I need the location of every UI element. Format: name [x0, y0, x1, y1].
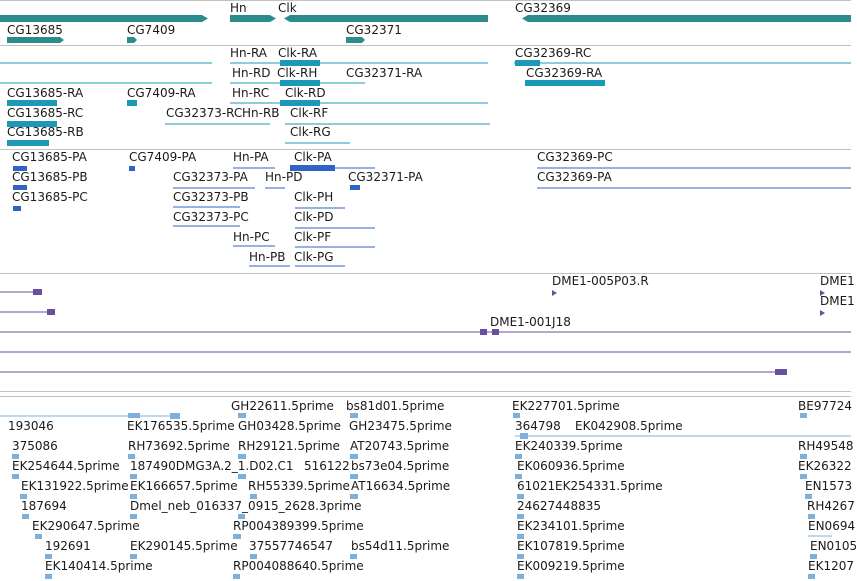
- hn-gene-bar[interactable]: [0, 15, 208, 22]
- read-label[interactable]: EK107819.5prime: [517, 539, 625, 553]
- protein-label[interactable]: CG13685-PA: [12, 150, 87, 164]
- read-label[interactable]: GH03428.5prime: [238, 419, 341, 433]
- protein-label[interactable]: Hn-PB: [249, 250, 286, 264]
- read-label[interactable]: EK290647.5prime: [32, 519, 140, 533]
- read-track[interactable]: [0, 413, 851, 579]
- protein-track[interactable]: [13, 165, 851, 266]
- read-label[interactable]: Dmel_neb_016337_0915_2628.3prime: [130, 499, 362, 513]
- read-label[interactable]: 61021: [517, 479, 556, 493]
- read-label[interactable]: EK140414.5prime: [45, 559, 153, 573]
- read-label[interactable]: 516122: [304, 459, 350, 473]
- cg7409-gene-bar[interactable]: [127, 37, 137, 43]
- read-label[interactable]: EN0694: [808, 519, 856, 533]
- hn-gene-bar-2[interactable]: [230, 15, 276, 22]
- read-label[interactable]: EK227701.5prime: [512, 399, 620, 413]
- gene-label[interactable]: CG7409: [127, 23, 176, 37]
- gene-label[interactable]: Clk: [278, 1, 297, 15]
- read-label[interactable]: RH49548: [798, 439, 854, 453]
- protein-label[interactable]: Clk-PG: [294, 250, 334, 264]
- track-separator: [0, 0, 851, 1]
- read-label[interactable]: RH55339.5prime: [248, 479, 350, 493]
- read-label[interactable]: bs54d11.5prime: [351, 539, 450, 553]
- protein-label[interactable]: CG32369-PA: [537, 170, 612, 184]
- read-label[interactable]: 187490DMG3A.2_1.D02.C1: [130, 459, 294, 473]
- read-label[interactable]: bs81d01.5prime: [346, 399, 445, 413]
- read-label[interactable]: EK26322: [798, 459, 852, 473]
- transcript-label[interactable]: CG13685-RA: [7, 86, 84, 100]
- cg32369-gene-bar[interactable]: [522, 15, 851, 22]
- protein-label[interactable]: CG7409-PA: [129, 150, 197, 164]
- read-label[interactable]: EK166657.5prime: [130, 479, 238, 493]
- protein-label[interactable]: Clk-PF: [294, 230, 332, 244]
- transcript-label[interactable]: Hn-RA: [230, 46, 268, 60]
- read-label[interactable]: 187694: [21, 499, 67, 513]
- transcript-label[interactable]: Clk-RD: [285, 86, 326, 100]
- read-label[interactable]: EK042908.5prime: [575, 419, 683, 433]
- read-label[interactable]: EK131922.5prime: [21, 479, 129, 493]
- transcript-label[interactable]: CG32369-RA: [526, 66, 603, 80]
- read-label[interactable]: 37557746547: [249, 539, 333, 553]
- read-label[interactable]: EK176535.5prime: [127, 419, 235, 433]
- read-label[interactable]: 375086: [12, 439, 58, 453]
- read-label[interactable]: EK060936.5prime: [517, 459, 625, 473]
- read-label[interactable]: GH22611.5prime: [231, 399, 334, 413]
- alignment-label[interactable]: DME1: [820, 294, 855, 308]
- protein-label[interactable]: CG32371-PA: [348, 170, 423, 184]
- read-label[interactable]: EK254331.5prime: [555, 479, 663, 493]
- read-label[interactable]: bs73e04.5prime: [351, 459, 450, 473]
- read-label[interactable]: EK009219.5prime: [517, 559, 625, 573]
- protein-label[interactable]: Clk-PA: [294, 150, 332, 164]
- read-label[interactable]: 24627448835: [517, 499, 601, 513]
- clk-gene-bar[interactable]: [284, 15, 488, 22]
- est-track[interactable]: [0, 289, 851, 375]
- transcript-label[interactable]: CG7409-RA: [127, 86, 196, 100]
- track-separator: [0, 149, 851, 150]
- gene-label[interactable]: CG32371: [346, 23, 402, 37]
- protein-label[interactable]: CG13685-PC: [12, 190, 88, 204]
- transcript-label[interactable]: CG32373-RC: [166, 106, 243, 120]
- read-label[interactable]: AT16634.5prime: [351, 479, 451, 493]
- read-label[interactable]: BE97724: [798, 399, 852, 413]
- protein-label[interactable]: Hn-PD: [265, 170, 303, 184]
- read-label[interactable]: 192691: [45, 539, 91, 553]
- protein-label[interactable]: Clk-PD: [294, 210, 334, 224]
- transcript-label[interactable]: CG32369-RC: [515, 46, 592, 60]
- read-label[interactable]: EK254644.5prime: [12, 459, 120, 473]
- read-label[interactable]: EN1573: [805, 479, 853, 493]
- transcript-label[interactable]: Clk-RA: [278, 46, 318, 60]
- track-separator: [0, 391, 851, 392]
- protein-label[interactable]: CG13685-PB: [12, 170, 88, 184]
- transcript-label[interactable]: Hn-RC: [232, 86, 270, 100]
- transcript-label[interactable]: CG13685-RB: [7, 125, 84, 139]
- alignment-label[interactable]: DME1-001J18: [490, 315, 571, 329]
- protein-label[interactable]: CG32373-PB: [173, 190, 249, 204]
- transcript-label[interactable]: Hn-RD: [232, 66, 271, 80]
- protein-label[interactable]: Clk-PH: [294, 190, 334, 204]
- transcript-label[interactable]: Clk-RH: [277, 66, 318, 80]
- transcript-label[interactable]: Clk-RF: [290, 106, 329, 120]
- protein-label[interactable]: Hn-PC: [233, 230, 270, 244]
- read-label[interactable]: EK234101.5prime: [517, 519, 625, 533]
- transcript-track[interactable]: [0, 60, 851, 146]
- read-label[interactable]: RP004389399.5prime: [233, 519, 364, 533]
- read-label[interactable]: EN0105: [810, 539, 857, 553]
- protein-label[interactable]: CG32369-PC: [537, 150, 613, 164]
- read-label[interactable]: GH23475.5prime: [349, 419, 452, 433]
- read-label[interactable]: 364798: [515, 419, 561, 433]
- read-label[interactable]: EK1207: [808, 559, 854, 573]
- transcript-label[interactable]: CG32371-RA: [346, 66, 423, 80]
- read-label[interactable]: RP004088640.5prime: [233, 559, 364, 573]
- protein-label[interactable]: CG32373-PA: [173, 170, 248, 184]
- read-label[interactable]: EK240339.5prime: [515, 439, 623, 453]
- read-label[interactable]: RH4267: [807, 499, 855, 513]
- read-label[interactable]: 193046: [8, 419, 54, 433]
- read-label[interactable]: AT20743.5prime: [350, 439, 450, 453]
- transcript-label[interactable]: CG13685-RC: [7, 106, 84, 120]
- transcript-label[interactable]: Hn-RB: [242, 106, 280, 120]
- protein-label[interactable]: Hn-PA: [233, 150, 269, 164]
- read-label[interactable]: RH29121.5prime: [238, 439, 340, 453]
- read-label[interactable]: EK290145.5prime: [130, 539, 238, 553]
- track-separator: [0, 273, 851, 274]
- track-separator: [0, 396, 851, 397]
- alignment-label[interactable]: DME1-005P03.R: [552, 274, 649, 288]
- gene-label[interactable]: Hn: [230, 1, 247, 15]
- gene-label[interactable]: CG32369: [515, 1, 571, 15]
- gene-label[interactable]: CG13685: [7, 23, 63, 37]
- protein-label[interactable]: CG32373-PC: [173, 210, 249, 224]
- track-separator: [0, 45, 851, 46]
- alignment-label[interactable]: DME1: [820, 274, 855, 288]
- read-label[interactable]: RH73692.5prime: [128, 439, 230, 453]
- transcript-label[interactable]: Clk-RG: [290, 125, 331, 139]
- cg32371-gene-bar[interactable]: [346, 37, 365, 43]
- cg13685-gene-bar[interactable]: [7, 37, 64, 43]
